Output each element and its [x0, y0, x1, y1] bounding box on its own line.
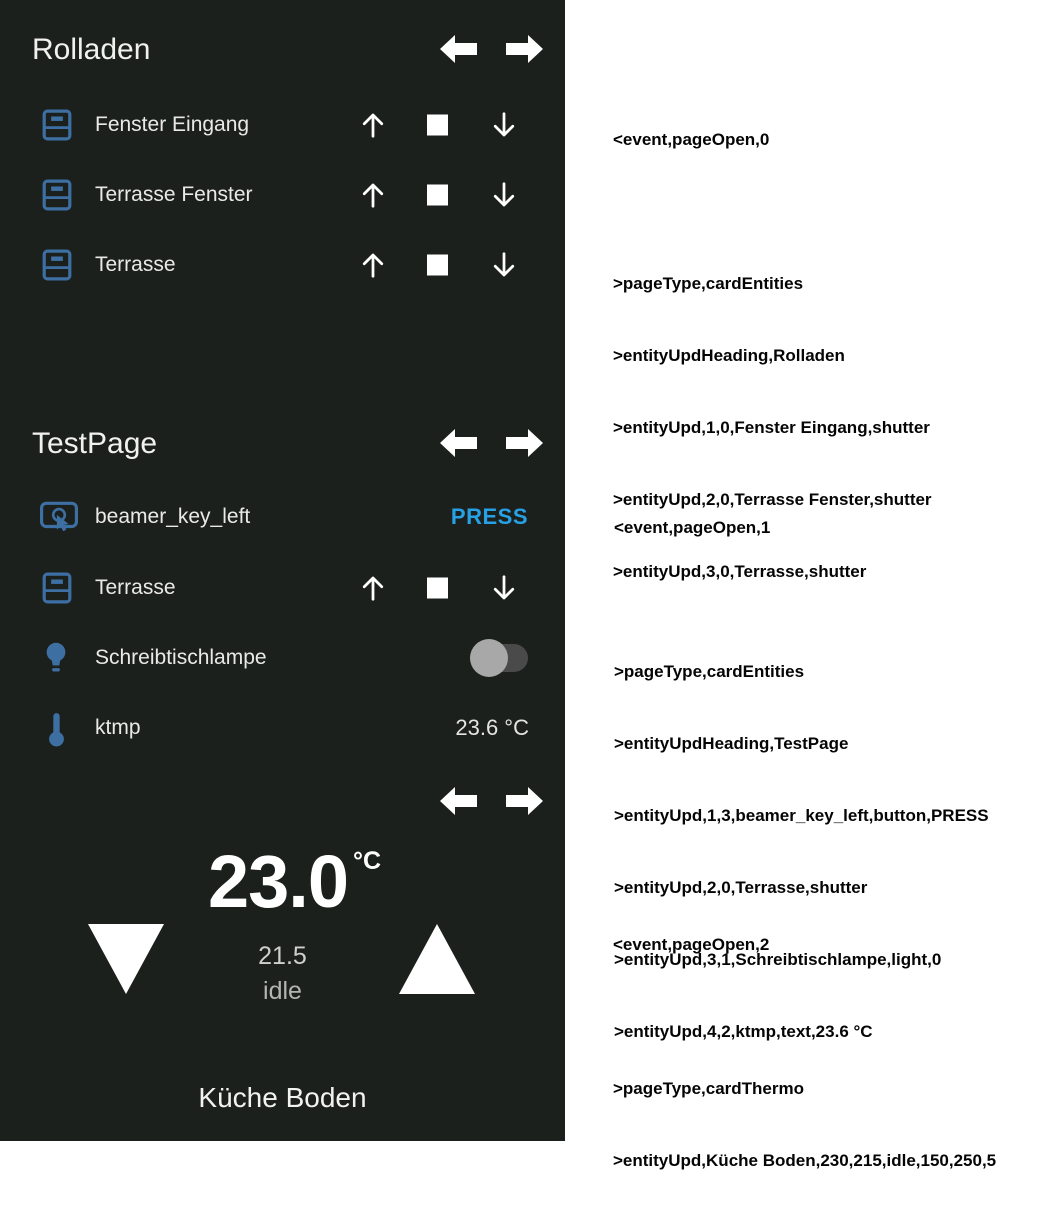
shutter-stop-button[interactable]	[427, 578, 448, 599]
log-line: >entityUpd,4,2,ktmp,text,23.6 °C	[614, 1022, 873, 1041]
target-temperature: 21.5	[258, 942, 307, 970]
shutter-up-button[interactable]	[358, 180, 388, 210]
nav-prev-arrow-icon[interactable]	[440, 785, 478, 817]
page-title: TestPage	[32, 427, 158, 460]
shutter-down-button[interactable]	[489, 180, 519, 210]
current-temperature-value: 23.0	[208, 840, 349, 923]
log-line: <event,pageOpen,1	[614, 518, 771, 537]
shutter-stop-button[interactable]	[427, 255, 448, 276]
light-toggle-switch[interactable]	[470, 639, 528, 677]
shutter-down-button[interactable]	[489, 250, 519, 280]
page-title: Rolladen	[32, 33, 151, 66]
log-line: >pageType,cardThermo	[613, 1079, 804, 1098]
shutter-icon	[42, 109, 72, 141]
thermostat-title: Küche Boden	[198, 1082, 367, 1113]
shutter-down-button[interactable]	[489, 110, 519, 140]
nav-prev-arrow-icon[interactable]	[440, 427, 478, 459]
shutter-stop-button[interactable]	[427, 185, 448, 206]
entity-label: ktmp	[95, 716, 141, 739]
log-line: >entityUpd,3,1,Schreibtischlampe,light,0	[614, 950, 942, 969]
shutter-icon	[42, 179, 72, 211]
nav-next-arrow-icon[interactable]	[505, 427, 543, 459]
current-temperature	[208, 840, 382, 923]
entity-label: Schreibtischlampe	[95, 646, 267, 669]
log-line: >entityUpd,Küche Boden,230,215,idle,150,250,5	[613, 1151, 997, 1170]
entity-label: Terrasse Fenster	[95, 183, 253, 206]
entity-label: Terrasse	[95, 253, 176, 276]
log-line: <event,pageOpen,2	[613, 935, 770, 954]
nav-prev-arrow-icon[interactable]	[440, 33, 478, 65]
log-line: >entityUpd,2,0,Terrasse,shutter	[614, 878, 868, 897]
entity-label: beamer_key_left	[95, 505, 251, 528]
log-line	[614, 588, 989, 612]
log-line: >entityUpd,1,0,Fenster Eingang,shutter	[613, 418, 930, 437]
log-line: >entityUpd,1,3,beamer_key_left,button,PRESS	[614, 806, 989, 825]
shutter-down-button[interactable]	[489, 573, 519, 603]
log-line: >entityUpdHeading,TestPage	[614, 734, 849, 753]
lightbulb-icon	[44, 641, 68, 675]
log-line: <event,pageOpen,0	[613, 130, 770, 149]
shutter-icon	[42, 572, 72, 604]
sensor-value: 23.6 °C	[455, 715, 529, 740]
log-line: >entityUpd,2,0,Terrasse Fenster,shutter	[613, 490, 932, 509]
shutter-stop-button[interactable]	[427, 115, 448, 136]
button-press-icon	[40, 501, 78, 533]
shutter-up-button[interactable]	[358, 250, 388, 280]
log-line: >entityUpdHeading,Rolladen	[613, 346, 845, 365]
thermometer-icon	[48, 711, 65, 747]
shutter-up-button[interactable]	[358, 573, 388, 603]
log-line: >pageType,cardEntities	[614, 662, 805, 681]
log-line: >entityUpd,3,0,Terrasse,shutter	[613, 562, 867, 581]
nav-next-arrow-icon[interactable]	[505, 33, 543, 65]
shutter-icon	[42, 249, 72, 281]
log-line: >pageType,cardEntities	[613, 274, 804, 293]
hvac-state: idle	[263, 977, 302, 1005]
log-line	[613, 200, 932, 224]
temperature-unit: °C	[353, 847, 382, 875]
press-button[interactable]: PRESS	[450, 504, 528, 529]
entity-label: Terrasse	[95, 576, 176, 599]
nav-next-arrow-icon[interactable]	[505, 785, 543, 817]
entity-label: Fenster Eingang	[95, 113, 250, 136]
toggle-knob	[470, 639, 508, 677]
log-line	[613, 1005, 996, 1029]
shutter-up-button[interactable]	[358, 110, 388, 140]
protocol-log-page2	[613, 885, 996, 1221]
